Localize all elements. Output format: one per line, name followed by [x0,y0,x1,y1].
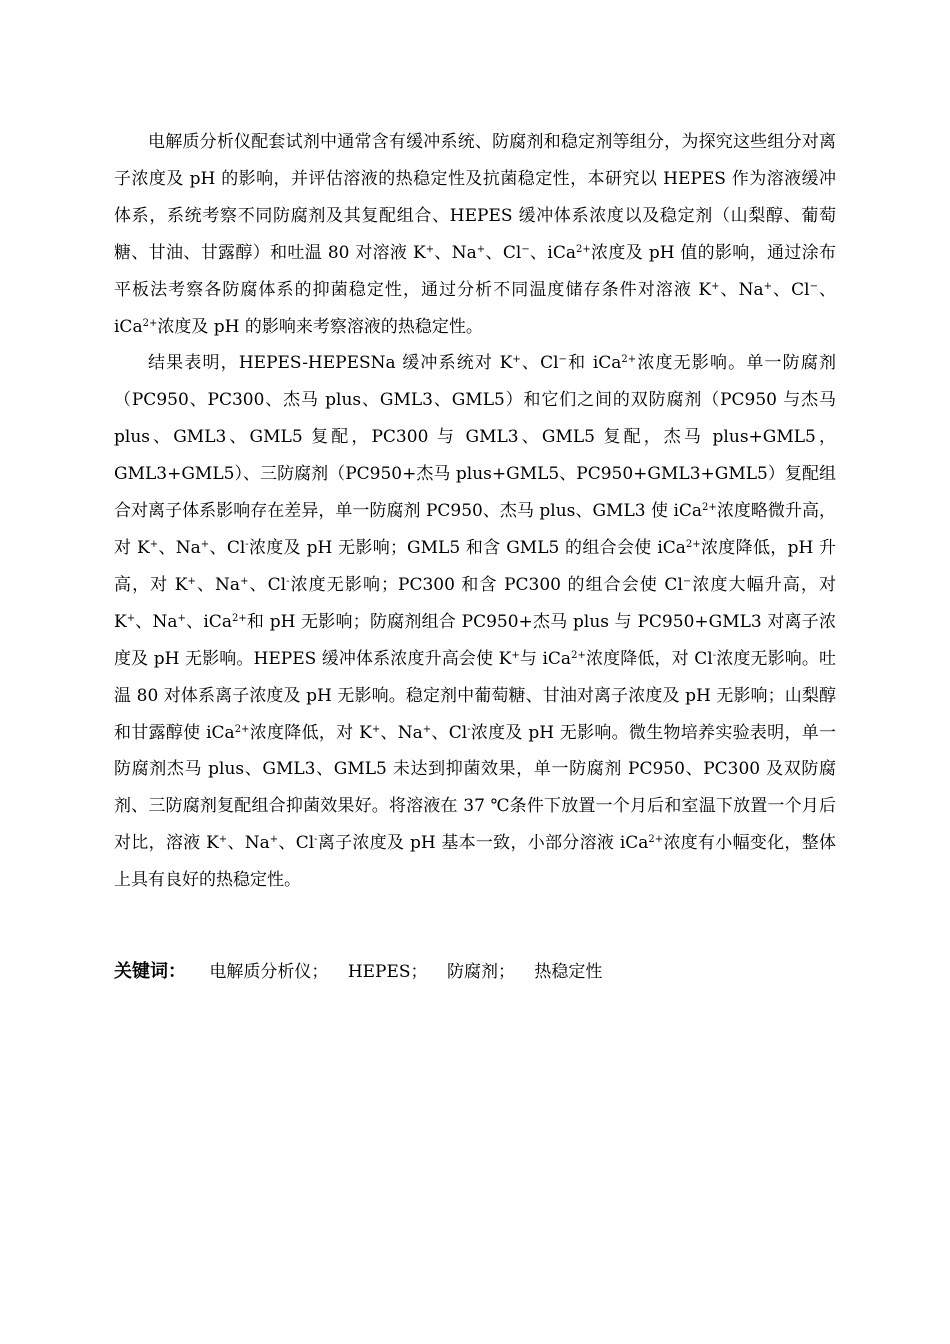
superscript: 2+ [685,538,701,550]
keyword-item: 热稳定性 [534,962,603,982]
superscript: + [200,538,210,550]
keywords-label: 关键词： [114,961,186,982]
text-run: 、Cl [771,279,810,300]
text-run: 、Na [380,722,423,743]
keywords-line [114,957,836,987]
superscript: - [286,575,290,587]
text-run: 、iCa [185,611,232,632]
text-run: 浓度降低，pH 升高，对 K [114,537,837,595]
keyword-item: 防腐剂； [446,962,515,982]
superscript: 2+ [575,243,591,255]
keyword-item: 电解质分析仪； [209,962,329,982]
text-run: 、Cl [248,574,287,595]
text-run: 、iCa [114,279,837,337]
superscript: 2+ [621,354,637,366]
superscript: - [712,649,717,661]
text-run: 浓度降低，对 K [249,722,372,743]
superscript: + [425,243,435,255]
superscript: - [467,723,471,735]
text-run: 电解质分析仪配套试剂中通常含有缓冲系统、防腐剂和稳定剂等组分，为探究这些组分对离子浓度及 pH 的影响，并评估溶液的热稳定性及抗菌稳定性，本研究以 HEPES 作为溶液缓冲体系，系统考察不同防腐剂及其复配组合、HEPES 缓冲体系浓度以及稳定剂（山梨醇、葡萄糖、甘油、甘露醇）和吐温 80 对溶液 K [114,132,836,263]
superscript: − [558,354,567,366]
text-run: 浓度及 pH 的影响来考察溶液的热稳定性。 [157,316,483,337]
text-run: 浓度及 pH 无影响；GML5 和含 GML5 的组合会使 iCa [248,537,686,558]
superscript: + [187,575,196,587]
text-run: 浓度无影响；PC300 和含 PC300 的组合会使 Cl [289,574,683,595]
text-run: 、Na [158,537,201,558]
text-run: 、Na [434,242,477,263]
superscript: + [422,723,432,735]
text-run: 浓度大幅升高，对 K [114,574,837,632]
text-run: 浓度无影响。单一防腐剂（PC950、PC300、杰马 plus、GML3、GML5）和它们之间的双防腐剂（PC950 与杰马 plus、GML3、GML5 复配，PC300 与 GML3、GML5 复配，杰马 plus+GML5，GML3+GML5）、三防腐剂（PC950+杰马 plus+GML5、PC950+GML3+GML5）复配组合对离子体系影响存在差异，单一防腐剂 PC950、杰马 plus、GML3 使 iCa [114,353,837,522]
superscript: + [763,280,772,292]
text-run: 和 pH 无影响；防腐剂组合 PC950+杰马 plus 与 PC950+GML3 对离子浓度及 pH 无影响。HEPES 缓冲体系浓度升高会使 K [114,611,836,669]
text-run: 、Na [227,833,270,854]
superscript: 2+ [234,723,250,735]
superscript: + [476,243,486,255]
superscript: 2+ [231,612,247,624]
superscript: + [218,834,228,846]
text-run: 、Na [195,574,241,595]
superscript: + [126,612,136,624]
text-run: 、Cl [520,353,559,374]
abstract-paragraph-2 [114,345,836,899]
superscript: − [682,575,692,587]
superscript: + [240,575,249,587]
text-run: 结果表明，HEPES-HEPESNa 缓冲系统对 K [148,353,513,374]
text-run: 、iCa [529,242,576,263]
superscript: − [809,280,818,292]
superscript: 2+ [571,649,586,661]
abstract-body [114,124,836,899]
superscript: 2+ [142,317,158,329]
text-run: 浓度有小幅变化，整体上具有良好的热稳定性。 [114,833,836,891]
text-run: 离子浓度及 pH 基本一致，小部分溶液 iCa [317,833,649,854]
superscript: + [149,538,159,550]
superscript: + [511,649,520,661]
superscript: − [521,243,530,255]
text-run: 、Cl [485,242,522,263]
superscript: + [269,834,279,846]
text-run: 、Na [719,279,764,300]
text-run: 浓度略微升高，对 K [114,501,837,558]
superscript: 2+ [648,834,664,846]
superscript: + [711,280,720,292]
text-run: 浓度降低，对 Cl [585,648,713,669]
text-run: 浓度及 pH 无影响。微生物培养实验表明，单一防腐剂杰马 plus、GML3、GML5 未达到抑菌效果，单一防腐剂 PC950、PC300 及双防腐剂、三防腐剂复配组合抑菌效果好。将溶液在 37 ℃条件下放置一个月后和室温下放置一个月后对比，溶液 K [114,722,837,854]
text-run: 、Cl [431,722,468,743]
text-run: 浓度及 pH 值的影响，通过涂布平板法考察各防腐体系的抑菌稳定性，通过分析不同温度储存条件对溶液 K [114,242,837,300]
text-run: 浓度无影响。吐温 80 对体系离子浓度及 pH 无影响。稳定剂中葡萄糖、甘油对离子浓度及 pH 无影响；山梨醇和甘露醇使 iCa [114,648,836,743]
superscript: + [371,723,381,735]
text-run: 和 iCa [566,353,622,374]
superscript: - [245,538,249,550]
abstract-paragraph-1 [114,124,836,345]
text-run: 与 iCa [519,648,572,669]
keyword-item: HEPES； [347,962,428,982]
superscript: + [177,612,186,624]
text-run: 、Na [135,611,178,632]
superscript: 2+ [702,502,717,514]
text-run: 、Cl [278,833,315,854]
superscript: - [314,834,318,846]
text-run: 、Cl [209,537,246,558]
superscript: + [512,354,521,366]
